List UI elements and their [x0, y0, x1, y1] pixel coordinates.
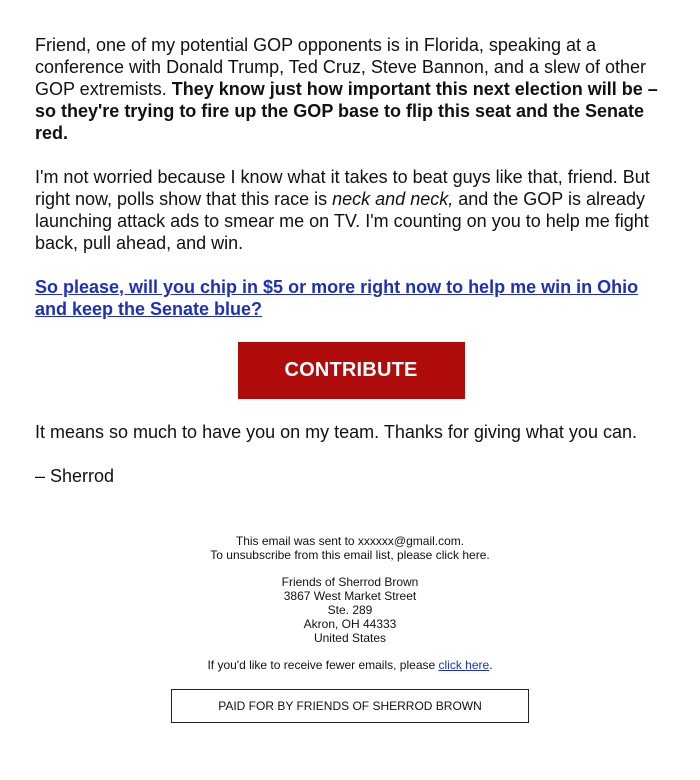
sent-to-text: This email was sent to xxxxxx@gmail.com.: [235, 534, 465, 548]
paragraph-opponents-bold: They know just how important this next election will be – so they're trying to fire up the GOP base to flip this seat and the Senate red.: [35, 79, 658, 143]
paragraph-polls-text-end: and the GOP is already launching attack ads to smear me on TV. I'm counting on you to help me fight back, pull ahead, and win.: [35, 189, 649, 253]
signature: – Sherrod: [35, 466, 115, 486]
paragraph-opponents: [35, 34, 667, 144]
closing-line: It means so much to have you on my team. Thanks for giving what you can.: [35, 422, 637, 442]
email-footer: [0, 534, 700, 723]
ask-paragraph: [35, 276, 667, 320]
contribute-button[interactable]: CONTRIBUTE: [238, 342, 465, 399]
paid-for-disclaimer: PAID FOR BY FRIENDS OF SHERROD BROWN: [171, 689, 529, 723]
suite: Ste. 289: [327, 603, 373, 617]
fewer-emails-period: .: [489, 658, 493, 672]
fewer-emails-text: If you'd like to receive fewer emails, please: [207, 658, 439, 672]
paragraph-polls-text-start: I'm not worried because I know what it takes to beat guys like that, friend. But right now, polls show that this race is: [35, 167, 650, 209]
email-body: [35, 34, 667, 509]
street-address: 3867 West Market Street: [283, 589, 417, 603]
footer-recipient-info: [0, 534, 700, 562]
org-name: Friends of Sherrod Brown: [281, 575, 419, 589]
footer-address: [0, 575, 700, 645]
cta-container: [35, 342, 667, 399]
paragraph-polls: [35, 166, 667, 254]
country: United States: [313, 631, 387, 645]
unsubscribe-text[interactable]: To unsubscribe from this email list, please click here.: [210, 548, 490, 562]
fewer-emails-link[interactable]: click here: [438, 658, 490, 672]
paragraph-opponents-text: Friend, one of my potential GOP opponents is in Florida, speaking at a conference with Donald Trump, Ted Cruz, Steve Bannon, and a slew of other GOP extremists.: [35, 35, 647, 99]
donation-ask-link[interactable]: So please, will you chip in $5 or more right now to help me win in Ohio and keep the Senate blue?: [35, 277, 639, 319]
city-state-zip: Akron, OH 44333: [303, 617, 397, 631]
fewer-emails-line: [0, 658, 700, 672]
paragraph-polls-italic: neck and neck,: [332, 189, 454, 209]
